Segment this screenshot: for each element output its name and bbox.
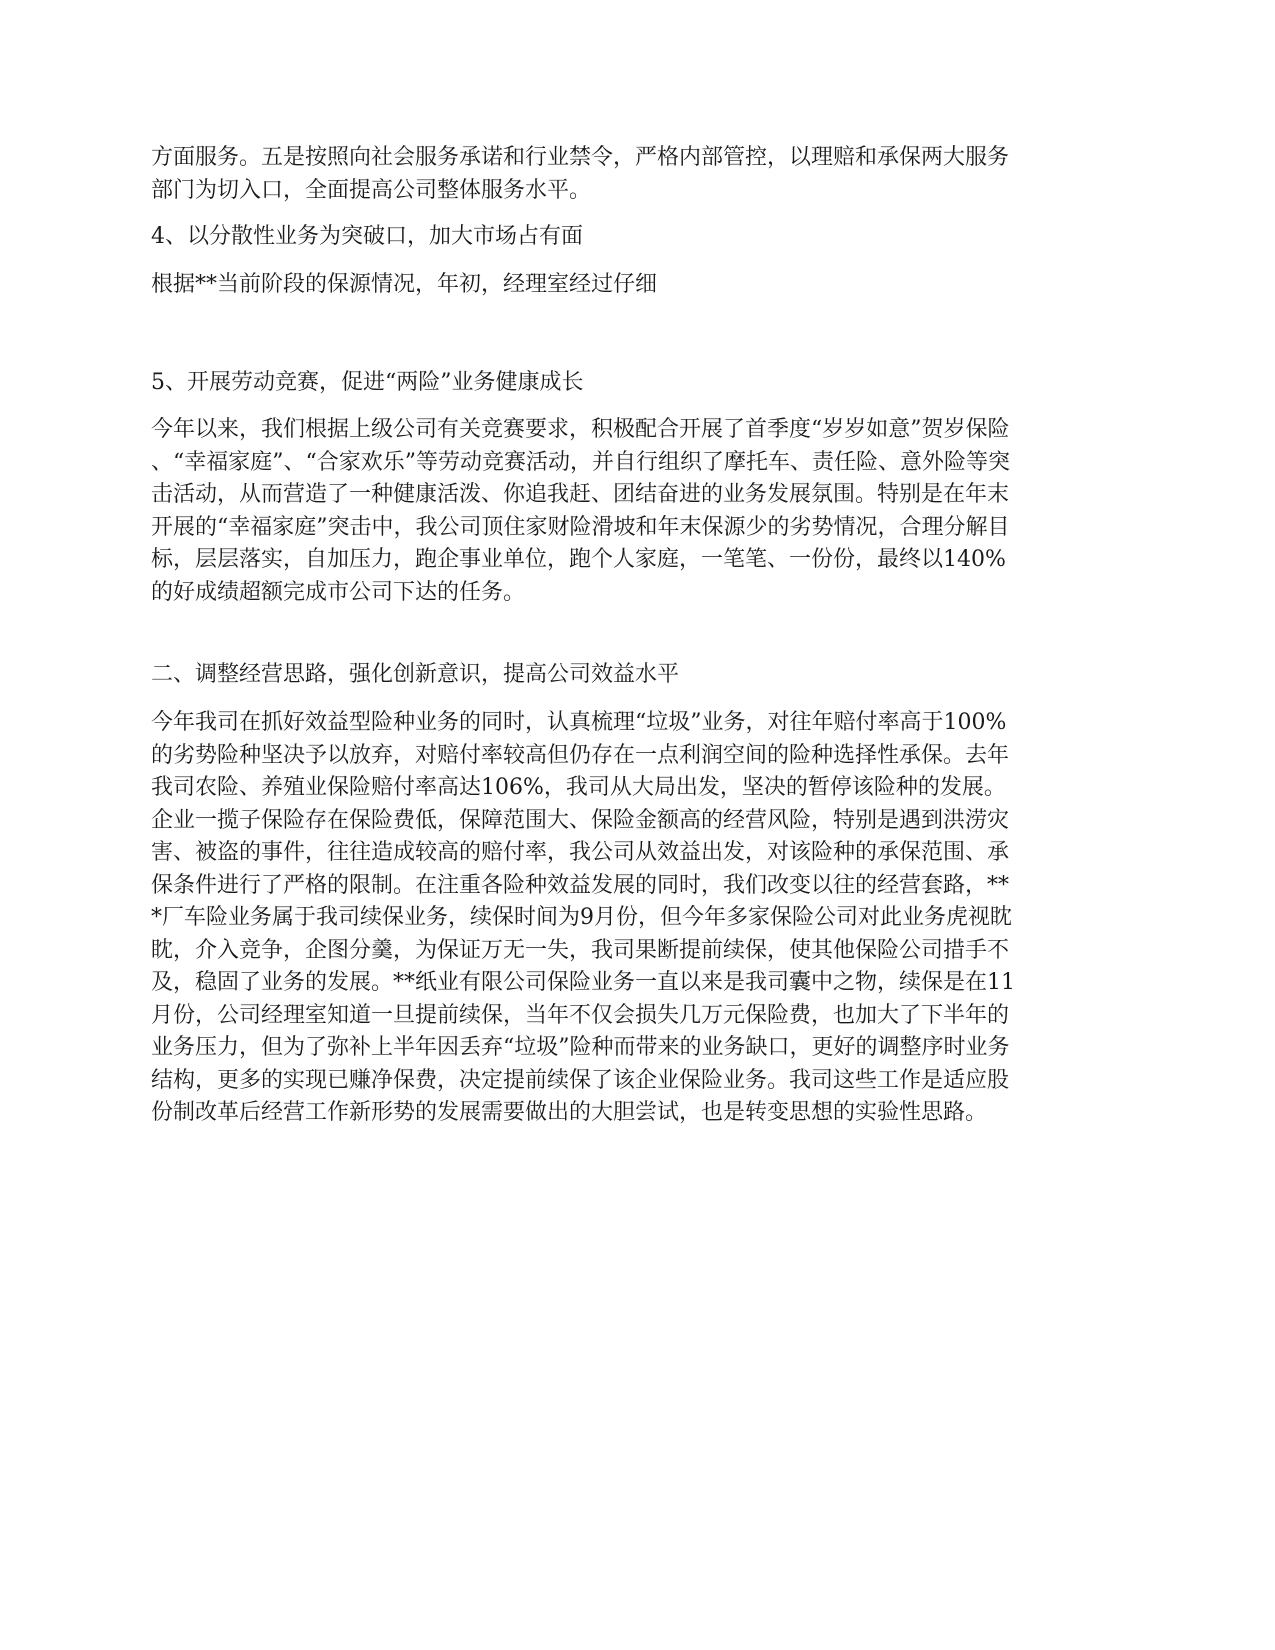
section-heading-4 <box>151 221 1113 254</box>
text-line: 我司农险、养殖业保险赔付率高达106%，我司从大局出发，坚决的暂停该险种的发展。 <box>151 775 1006 800</box>
text-line: *厂车险业务属于我司续保业务，续保时间为9月份，但今年多家保险公司对此业务虎视眈 <box>151 905 1012 930</box>
text-line: 、“幸福家庭”、“合家欢乐”等劳动竞赛活动，并自行组织了摩托车、责任险、意外险等突 <box>151 449 1010 475</box>
text-line: 企业一揽子保险存在保险费低，保障范围大、保险金额高的经营风险，特别是遇到洪涝灾 <box>151 807 1010 833</box>
text-line: 保条件进行了严格的限制。在注重各险种效益发展的同时，我们改变以往的经营套路，** <box>151 872 1010 898</box>
paragraph-competition <box>151 414 1113 609</box>
text-line: 业务压力，但为了弥补上半年因丢弃“垃圾”险种而带来的业务缺口，更好的调整序时业务 <box>151 1035 1010 1060</box>
paragraph-efficiency <box>151 707 1113 1130</box>
text-line: 方面服务。五是按照向社会服务承诺和行业禁令，严格内部管控，以理赔和承保两大服务 <box>151 145 1010 170</box>
text-line: 的劣势险种坚决予以放弃，对赔付率较高但仍存在一点利润空间的险种选择性承保。去年 <box>151 742 1010 768</box>
text-line: 眈，介入竞争，企图分羹，为保证万无一失，我司果断提前续保，使其他保险公司措手不 <box>151 937 1010 963</box>
text-line: 部门为切入口，全面提高公司整体服务水平。 <box>151 177 592 203</box>
heading-text: 5、开展劳动竞赛，促进“两险”业务健康成长 <box>151 370 584 395</box>
heading-text: 二、调整经营思路，强化创新意识，提高公司效益水平 <box>151 662 680 687</box>
text-line: 结构，更多的实现已赚净保费，决定提前续保了该企业保险业务。我司这些工作是适应股 <box>151 1067 1010 1093</box>
paragraph-service <box>151 142 1113 207</box>
text-line: 月份，公司经理室知道一旦提前续保，当年不仅会损失几万元保险费，也加大了下半年的 <box>151 1002 1010 1028</box>
paragraph-baoyuan <box>151 269 1113 302</box>
text-line: 份制改革后经营工作新形势的发展需要做出的大胆尝试，也是转变思想的实验性思路。 <box>151 1100 988 1125</box>
text-line: 根据**当前阶段的保源情况，年初，经理室经过仔细 <box>151 272 658 297</box>
text-line: 标，层层落实，自加压力，跑企事业单位，跑个人家庭，一笔笔、一份份，最终以140% <box>151 547 1006 572</box>
text-line: 今年以来，我们根据上级公司有关竞赛要求，积极配合开展了首季度“岁岁如意”贺岁保险 <box>151 417 1010 442</box>
text-line: 害、被盗的事件，往往造成较高的赔付率，我公司从效益出发，对该险种的承保范围、承 <box>151 840 1010 865</box>
section-heading-5 <box>151 367 1113 400</box>
section-heading-two <box>151 659 1113 692</box>
text-line: 及，稳固了业务的发展。**纸业有限公司保险业务一直以来是我司囊中之物，续保是在11 <box>151 970 1015 995</box>
text-line: 击活动，从而营造了一种健康活泼、你追我赶、团结奋进的业务发展氛围。特别是在年末 <box>151 482 1010 507</box>
text-line: 今年我司在抓好效益型险种业务的同时，认真梳理“垃圾”业务，对往年赔付率高于100% <box>151 710 1007 735</box>
heading-text: 4、以分散性业务为突破口，加大市场占有面 <box>151 224 583 249</box>
text-line: 开展的“幸福家庭”突击中，我公司顶住家财险滑坡和年末保源少的劣势情况，合理分解目 <box>151 514 1010 540</box>
text-line: 的好成绩超额完成市公司下达的任务。 <box>151 579 526 605</box>
